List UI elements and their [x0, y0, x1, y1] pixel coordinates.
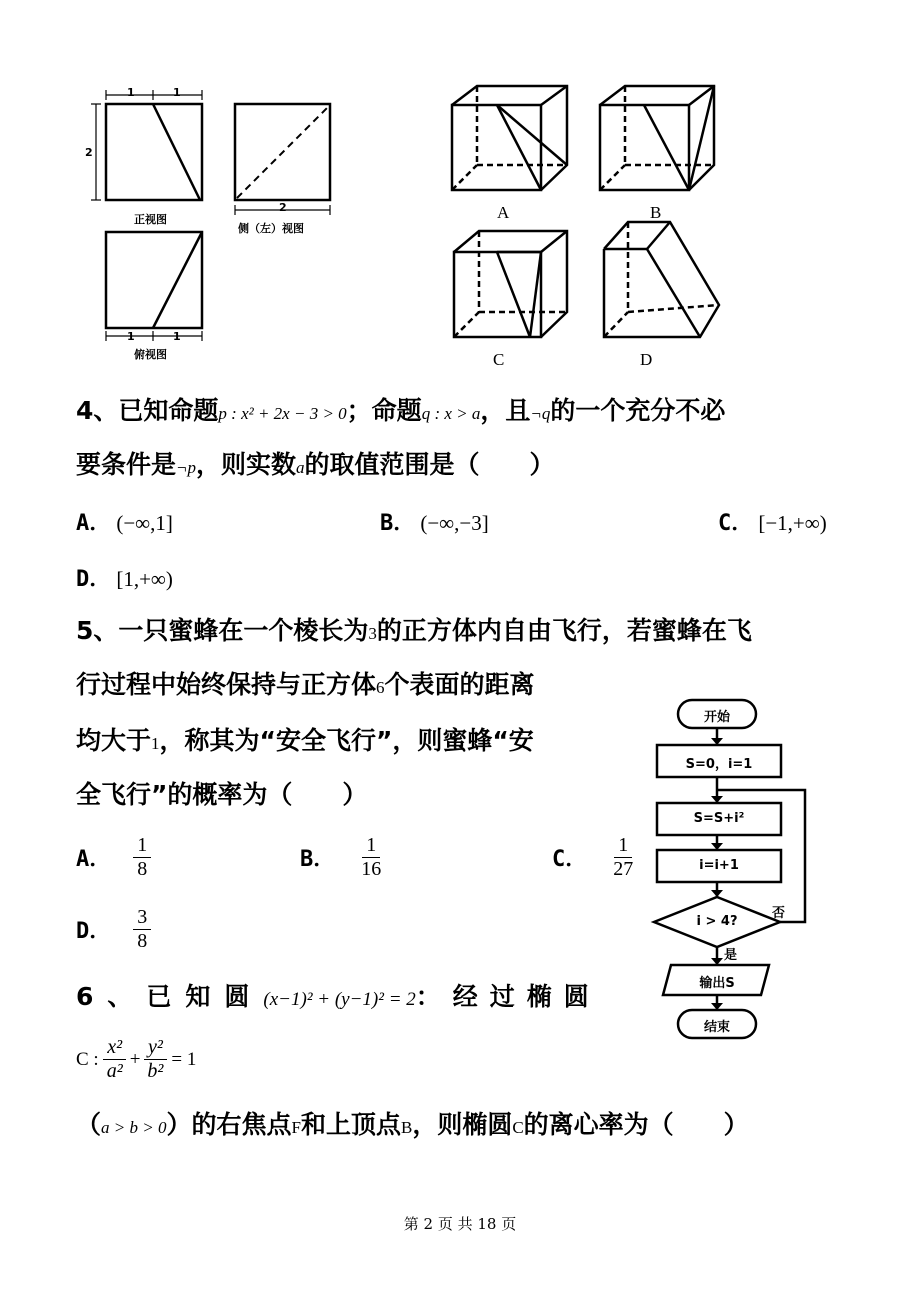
flowchart-end-text: 结束 — [703, 1020, 730, 1035]
option-d-solid — [604, 222, 719, 337]
question-4-line-1: 4、已知命题p : x² + 2x − 3 > 0；命题q : x > a，且¬q的一个充分不必 — [76, 396, 726, 425]
top-view-square — [106, 232, 202, 328]
option-a-solid — [452, 86, 567, 190]
top-view-caption: 俯视图 — [134, 348, 167, 361]
question-6-line-1: 6、已知圆(x−1)² + (y−1)² = 2：经过椭圆 — [76, 982, 601, 1011]
flowchart-output-text: 输出S — [699, 976, 735, 991]
question-5-line-2: 行过程中始终保持与正方体6个表面的距离 — [76, 670, 535, 699]
q5-option-b: B． $\frac{1}{16}$ — [300, 834, 382, 880]
front-view-square — [106, 104, 202, 200]
question-6-line-3: （a > b > 0）的右焦点F和上顶点B，则椭圆C的离心率为（ ） — [76, 1110, 749, 1139]
dimension-label: 2 — [85, 146, 93, 159]
proposition-q: q : x > a — [421, 404, 481, 423]
q4-option-a: A． (−∞,1] — [76, 511, 173, 536]
option-b-solid — [600, 86, 714, 190]
ellipse-equation: C : $\frac{\text{x²}}{\text{a²}}$ + $\frac{\text{y²}}{\text{b²}}$ = 1 — [76, 1036, 197, 1082]
q4-option-d: D． [1,+∞) — [76, 567, 173, 592]
q4-option-c: C． [−1,+∞) — [718, 511, 827, 536]
dimension-label: 1 — [173, 86, 181, 99]
side-view-dashed-diagonal — [237, 105, 330, 198]
option-c-solid — [454, 231, 567, 337]
option-b-caption: B — [650, 203, 662, 222]
front-view-caption: 正视图 — [134, 213, 167, 226]
flowchart-condition-text: i > 4? — [696, 914, 738, 929]
question-4-line-2: 要条件是¬p，则实数a的取值范围是（ ） — [76, 450, 555, 479]
flowchart-no-label: 否 — [772, 906, 786, 921]
q5-option-d: D． $\frac{3}{8}$ — [76, 906, 151, 953]
q5-option-a: A． $\frac{1}{8}$ — [76, 834, 151, 881]
option-c-caption: C — [493, 350, 505, 369]
q4-option-b: B． (−∞,−3] — [380, 511, 489, 536]
option-d-caption: D — [640, 350, 653, 369]
dimension-label: 1 — [127, 330, 135, 343]
option-a-caption: A — [497, 203, 510, 222]
proposition-p: p : x² + 2x − 3 > 0 — [218, 404, 347, 423]
flowchart-init-text: S=0，i=1 — [685, 757, 753, 772]
question-5-line-3: 均大于1，称其为“安全飞行”，则蜜蜂“安 — [76, 726, 534, 755]
flowchart-yes-label: 是 — [724, 948, 738, 963]
q5-option-c: C． $\frac{1}{27}$ — [552, 834, 634, 880]
dimension-label: 1 — [173, 330, 181, 343]
front-view-diagonal — [153, 104, 200, 200]
dimension-label: 1 — [127, 86, 135, 99]
top-view-diagonal — [153, 232, 202, 328]
flowchart-update-i-text: i=i+1 — [699, 858, 739, 873]
page-footer: 第 2 页 共 18 页 — [403, 1215, 517, 1233]
flowchart-start-text: 开始 — [703, 710, 730, 725]
three-view-and-options-figure — [0, 0, 920, 380]
flowchart-update-s-text: S=S+i² — [693, 811, 745, 826]
question-5-line-1: 5、一只蜜蜂在一个棱长为3的正方体内自由飞行，若蜜蜂在飞 — [76, 616, 752, 645]
side-view-caption: 侧（左）视图 — [238, 222, 304, 235]
circle-equation: (x−1)² + (y−1)² = 2 — [263, 989, 416, 1010]
dimension-label: 2 — [279, 201, 287, 214]
question-5-line-4: 全飞行”的概率为（ ） — [76, 780, 368, 809]
